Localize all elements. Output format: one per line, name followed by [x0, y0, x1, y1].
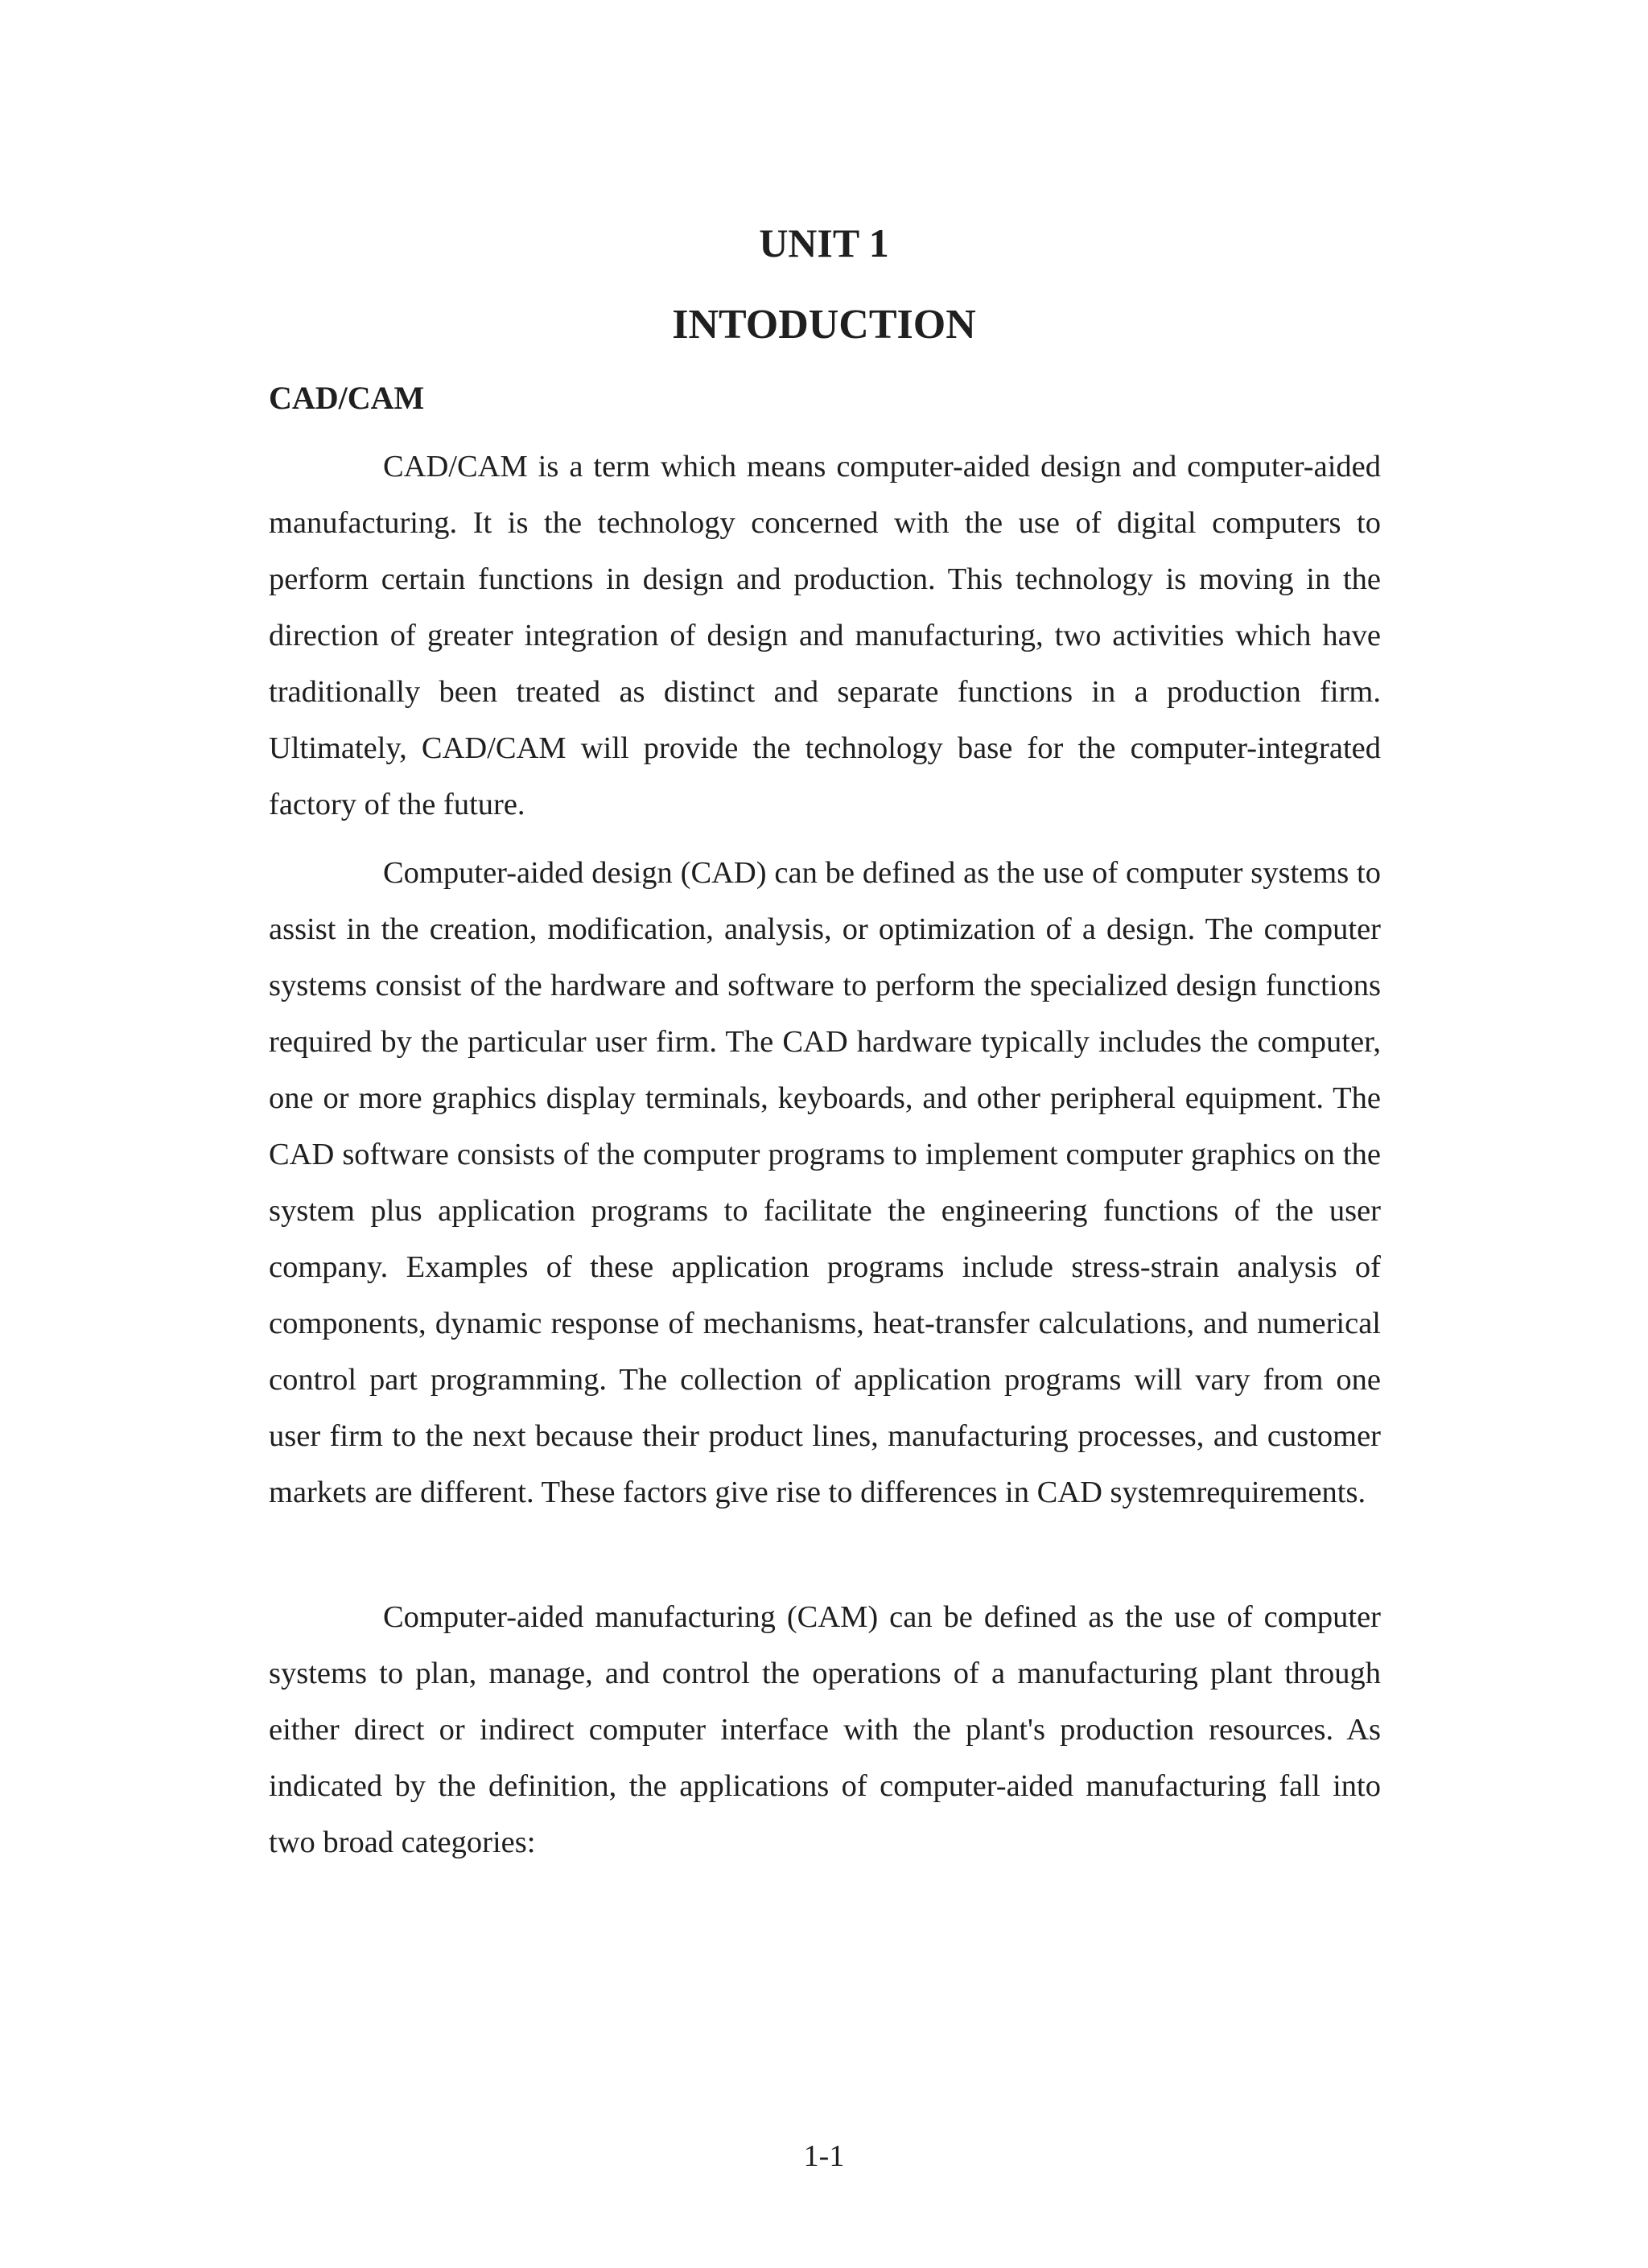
- paragraph-cad-definition: Computer-aided design (CAD) can be defined as the use of computer systems to assist in the creation, modification, analysis, or optimization of a design. The computer systems consist of the hardware and software to perform the specialized design functions required by the particular user firm. The CAD hardware typically includes the computer, one or more graphics display terminals, keyboards, and other peripheral equipment. The CAD software consists of the computer programs to implement computer graphics on the system plus application programs to facilitate the engineering functions of the user company. Examples of these application programs include stress-strain analysis of components, dynamic response of mechanisms, heat-transfer calculations, and numerical control part programming. The collection of application programs will vary from one user firm to the next because their product lines, manufacturing processes, and customer markets are different. These factors give rise to differences in CAD systemrequirements.: [269, 856, 1381, 1509]
- section-heading: CAD/CAM: [269, 380, 425, 416]
- paragraph-cam-definition: Computer-aided manufacturing (CAM) can be defined as the use of computer systems to plan, manage, and control the operations of a manufacturing plant through either direct or indirect computer interface with the plant's production resources. As indicated by the definition, the applications of computer-aided manufacturing fall into two broad categories:: [269, 1600, 1381, 1859]
- page-number: 1-1: [803, 2139, 845, 2173]
- unit-title: UNIT 1: [759, 220, 889, 265]
- paragraph-cadcam-definition: CAD/CAM is a term which means computer-aided design and computer-aided manufacturing. It is the technology concerned with the use of digital computers to perform certain functions in design and production. This technology is moving in the direction of greater integration of design and manufacturing, two activities which have traditionally been treated as distinct and separate functions in a production firm. Ultimately, CAD/CAM will provide the technology base for the computer-integrated factory of the future.: [269, 450, 1381, 821]
- chapter-title: INTODUCTION: [672, 302, 976, 348]
